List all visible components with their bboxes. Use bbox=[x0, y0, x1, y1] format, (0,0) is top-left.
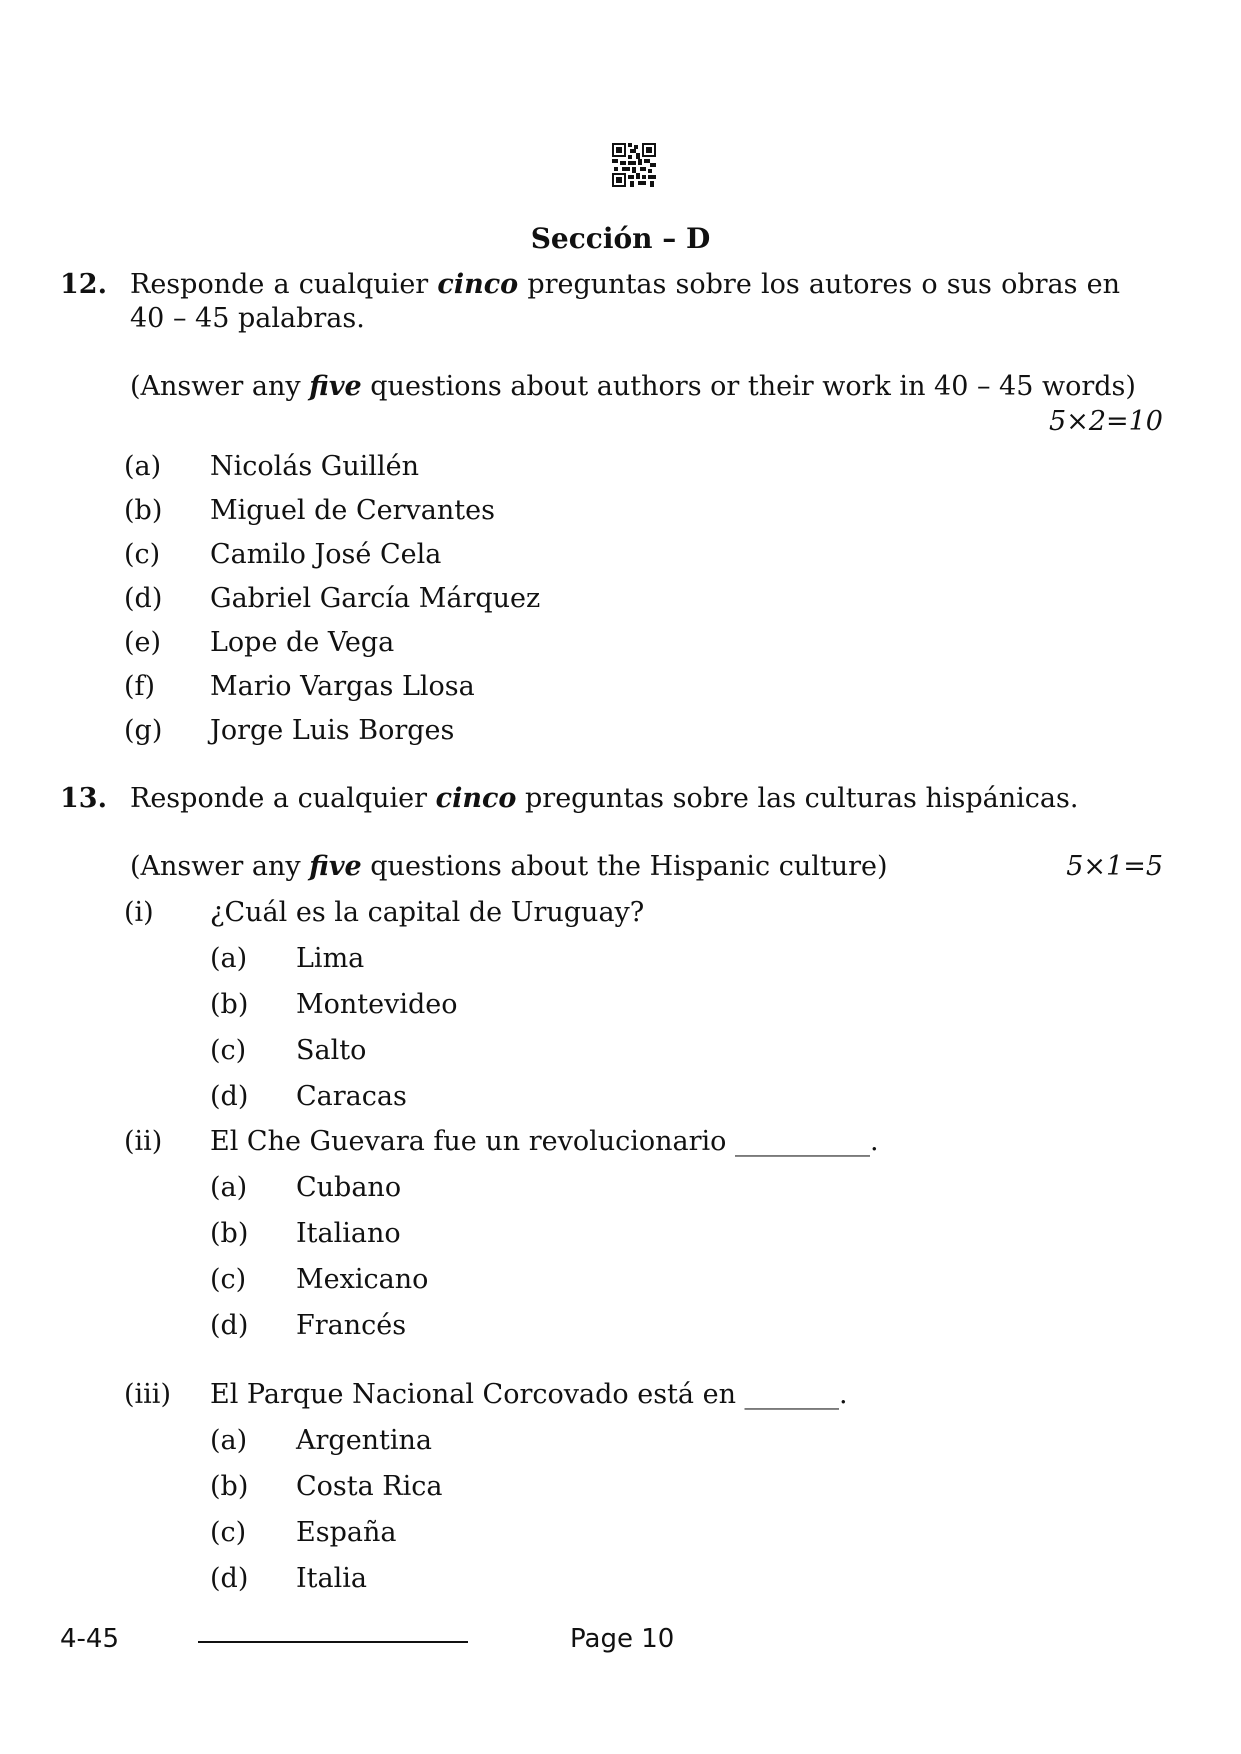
list-item: Camilo José Cela bbox=[210, 539, 442, 570]
q13-en-text-end: questions about the Hispanic culture) bbox=[361, 851, 888, 882]
option-text: Lima bbox=[296, 943, 365, 974]
option-text: Mexicano bbox=[296, 1264, 429, 1295]
option-label: (c) bbox=[210, 1517, 247, 1548]
list-item: Jorge Luis Borges bbox=[210, 715, 455, 746]
sub-question-label: (ii) bbox=[124, 1126, 163, 1157]
q12-es-emphasis: cinco bbox=[437, 269, 519, 300]
q13-marks: 5×1=5 bbox=[1066, 851, 1163, 882]
option-label: (d) bbox=[210, 1563, 249, 1594]
q13-instruction-en bbox=[130, 850, 888, 884]
list-item: Gabriel García Márquez bbox=[210, 583, 541, 614]
sub-question-text: ¿Cuál es la capital de Uruguay? bbox=[210, 897, 645, 928]
sub-question-label: (i) bbox=[124, 897, 154, 928]
list-item-label: (g) bbox=[124, 715, 163, 746]
list-item-label: (a) bbox=[124, 451, 162, 482]
option-label: (b) bbox=[210, 1471, 249, 1502]
option-label: (b) bbox=[210, 989, 249, 1020]
option-label: (b) bbox=[210, 1218, 249, 1249]
list-item-label: (b) bbox=[124, 495, 163, 526]
option-text: Italia bbox=[296, 1563, 367, 1594]
option-text: España bbox=[296, 1517, 397, 1548]
q12-en-text: (Answer any bbox=[130, 371, 310, 402]
page-number: Page 10 bbox=[570, 1624, 675, 1654]
q12-es-text: Responde a cualquier bbox=[130, 269, 438, 300]
q12-instruction-es bbox=[130, 268, 1120, 336]
q13-es-emphasis: cinco bbox=[435, 783, 517, 814]
option-label: (a) bbox=[210, 1172, 248, 1203]
list-item: Lope de Vega bbox=[210, 627, 395, 658]
footer-code: 4-45 bbox=[60, 1624, 120, 1654]
list-item-label: (e) bbox=[124, 627, 162, 658]
option-label: (a) bbox=[210, 1425, 248, 1456]
question-number-13: 13. bbox=[60, 783, 107, 814]
sub-question-text: El Che Guevara fue un revolucionario __________. bbox=[210, 1126, 879, 1157]
option-label: (a) bbox=[210, 943, 248, 974]
q13-instruction-es bbox=[130, 782, 1078, 816]
option-text: Montevideo bbox=[296, 989, 458, 1020]
option-text: Salto bbox=[296, 1035, 367, 1066]
option-label: (d) bbox=[210, 1310, 249, 1341]
q12-instruction-en bbox=[130, 370, 1136, 404]
option-text: Italiano bbox=[296, 1218, 401, 1249]
sub-question-label: (iii) bbox=[124, 1379, 171, 1410]
q12-en-text-end: questions about authors or their work in 40 – 45 words) bbox=[361, 371, 1136, 402]
q13-en-emphasis: five bbox=[309, 851, 362, 882]
option-label: (c) bbox=[210, 1035, 247, 1066]
qr-code-icon bbox=[612, 143, 656, 187]
q13-es-text-end: preguntas sobre las culturas hispánicas. bbox=[516, 783, 1079, 814]
list-item: Nicolás Guillén bbox=[210, 451, 420, 482]
q12-en-emphasis: five bbox=[309, 371, 362, 402]
option-label: (c) bbox=[210, 1264, 247, 1295]
list-item-label: (d) bbox=[124, 583, 163, 614]
list-item-label: (f) bbox=[124, 671, 156, 702]
list-item: Mario Vargas Llosa bbox=[210, 671, 475, 702]
section-title: Sección – D bbox=[530, 222, 711, 255]
option-text: Francés bbox=[296, 1310, 407, 1341]
q13-es-text: Responde a cualquier bbox=[130, 783, 436, 814]
q12-marks: 5×2=10 bbox=[1049, 406, 1163, 437]
q12-es-text-end: preguntas sobre los autores o sus obras en 40 – 45 palabras. bbox=[130, 269, 1120, 334]
question-number-12: 12. bbox=[60, 269, 107, 300]
sub-question-text: El Parque Nacional Corcovado está en _______. bbox=[210, 1379, 848, 1410]
footer-divider bbox=[198, 1641, 468, 1643]
q13-en-text: (Answer any bbox=[130, 851, 310, 882]
option-text: Caracas bbox=[296, 1081, 407, 1112]
option-label: (d) bbox=[210, 1081, 249, 1112]
option-text: Cubano bbox=[296, 1172, 402, 1203]
list-item-label: (c) bbox=[124, 539, 161, 570]
list-item: Miguel de Cervantes bbox=[210, 495, 495, 526]
option-text: Costa Rica bbox=[296, 1471, 443, 1502]
option-text: Argentina bbox=[296, 1425, 433, 1456]
